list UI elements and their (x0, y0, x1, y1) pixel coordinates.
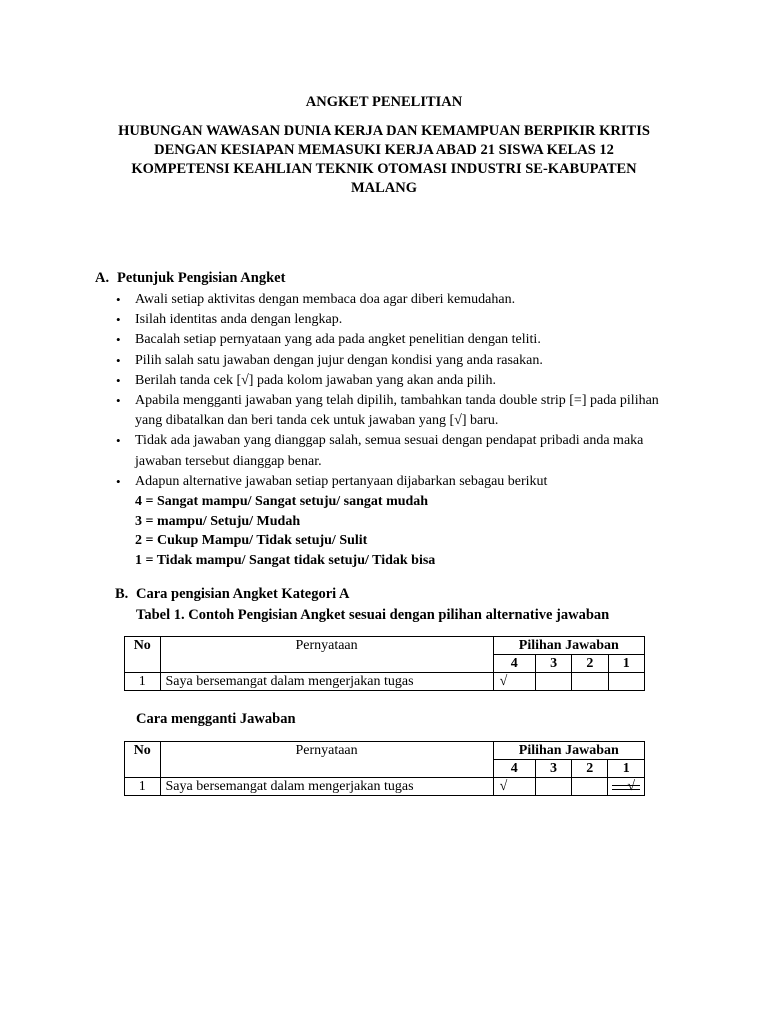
document-subtitle (0, 122, 768, 198)
subtitle-line: KOMPETENSI KEAHLIAN TEKNIK OTOMASI INDUSTRI SE-KABUPATEN (131, 161, 637, 177)
scale-item: 1 = Tidak mampu/ Sangat tidak setuju/ Tidak bisa (135, 552, 436, 568)
subtitle-line: MALANG (350, 180, 418, 196)
option-header: 2 (572, 760, 608, 778)
answer-cell-1[interactable] (608, 673, 644, 691)
table-row (125, 778, 645, 796)
instruction-item: • Awali setiap aktivitas dengan membaca doa agar diberi kemudahan. (116, 290, 666, 310)
answer-cell-4[interactable]: √ (493, 778, 535, 796)
row-number: 1 (125, 673, 161, 691)
answer-cell-4[interactable]: √ (493, 673, 535, 691)
change-answer-table (124, 741, 645, 796)
answer-cell-2[interactable] (572, 673, 608, 691)
section-b-heading (115, 586, 349, 603)
option-header: 1 (608, 655, 644, 673)
col-statement-header: Pernyataan (160, 637, 493, 673)
option-header: 1 (608, 760, 645, 778)
scale-item: 2 = Cukup Mampu/ Tidak setuju/ Sulit (135, 533, 368, 549)
instruction-item: • Berilah tanda cek [√] pada kolom jawaban yang akan anda pilih. (116, 371, 666, 391)
section-title: Petunjuk Pengisian Angket (117, 270, 286, 286)
table2-caption: Cara mengganti Jawaban (136, 711, 296, 727)
row-number: 1 (125, 778, 161, 796)
option-header: 4 (493, 760, 535, 778)
answer-cell-1[interactable] (608, 778, 645, 796)
answer-cell-3[interactable] (535, 673, 571, 691)
subtitle-line: DENGAN KESIAPAN MEMASUKI KERJA ABAD 21 SISWA KELAS 12 (154, 142, 614, 158)
instruction-item: • Isilah identitas anda dengan lengkap. (116, 310, 666, 330)
option-header: 2 (572, 655, 608, 673)
section-letter: A. (95, 270, 110, 286)
row-statement: Saya bersemangat dalam mengerjakan tugas (160, 778, 493, 796)
scale-item: 3 = mampu/ Setuju/ Mudah (135, 513, 301, 529)
instruction-list (116, 290, 666, 570)
scale-item: 4 = Sangat mampu/ Sangat setuju/ sangat mudah (135, 494, 429, 510)
option-header: 4 (493, 655, 535, 673)
section-title: Cara pengisian Angket Kategori A (136, 586, 350, 602)
document-title: ANGKET PENELITIAN (305, 94, 463, 110)
section-letter: B. (115, 586, 129, 602)
answer-cell-3[interactable] (535, 778, 571, 796)
table-header-row (125, 742, 645, 760)
col-choices-header: Pilihan Jawaban (493, 742, 644, 760)
cancelled-check-mark: √ (627, 779, 636, 794)
table1-caption: Tabel 1. Contoh Pengisian Angket sesuai dengan pilihan alternative jawaban (136, 607, 610, 623)
col-no-header: No (125, 637, 161, 673)
instruction-item: • Adapun alternative jawaban setiap pertanyaan dijabarkan sebagau berikut (116, 472, 666, 492)
instruction-item: • Bacalah setiap pernyataan yang ada pada angket penelitian dengan teliti. (116, 330, 666, 350)
table-header-row (125, 637, 645, 655)
subtitle-line: HUBUNGAN WAWASAN DUNIA KERJA DAN KEMAMPUAN BERPIKIR KRITIS (118, 123, 650, 139)
row-statement: Saya bersemangat dalam mengerjakan tugas (160, 673, 493, 691)
instruction-item: • Apabila mengganti jawaban yang telah dipilih, tambahkan tanda double strip [=] pada pilihan yang dibatalkan dan beri tanda cek untuk jawaban yang [√] baru. (116, 391, 666, 431)
option-header: 3 (535, 655, 571, 673)
answer-cell-2[interactable] (572, 778, 608, 796)
col-statement-header: Pernyataan (160, 742, 493, 778)
table-row (125, 673, 645, 691)
example-table (124, 636, 645, 691)
col-no-header: No (125, 742, 161, 778)
section-a-heading (95, 270, 285, 287)
option-header: 3 (535, 760, 571, 778)
instruction-item: • Tidak ada jawaban yang dianggap salah, semua sesuai dengan pendapat pribadi anda maka jawaban tersebut dianggap benar. (116, 431, 666, 471)
col-choices-header: Pilihan Jawaban (493, 637, 644, 655)
instruction-item: • Pilih salah satu jawaban dengan jujur dengan kondisi yang anda rasakan. (116, 351, 666, 371)
